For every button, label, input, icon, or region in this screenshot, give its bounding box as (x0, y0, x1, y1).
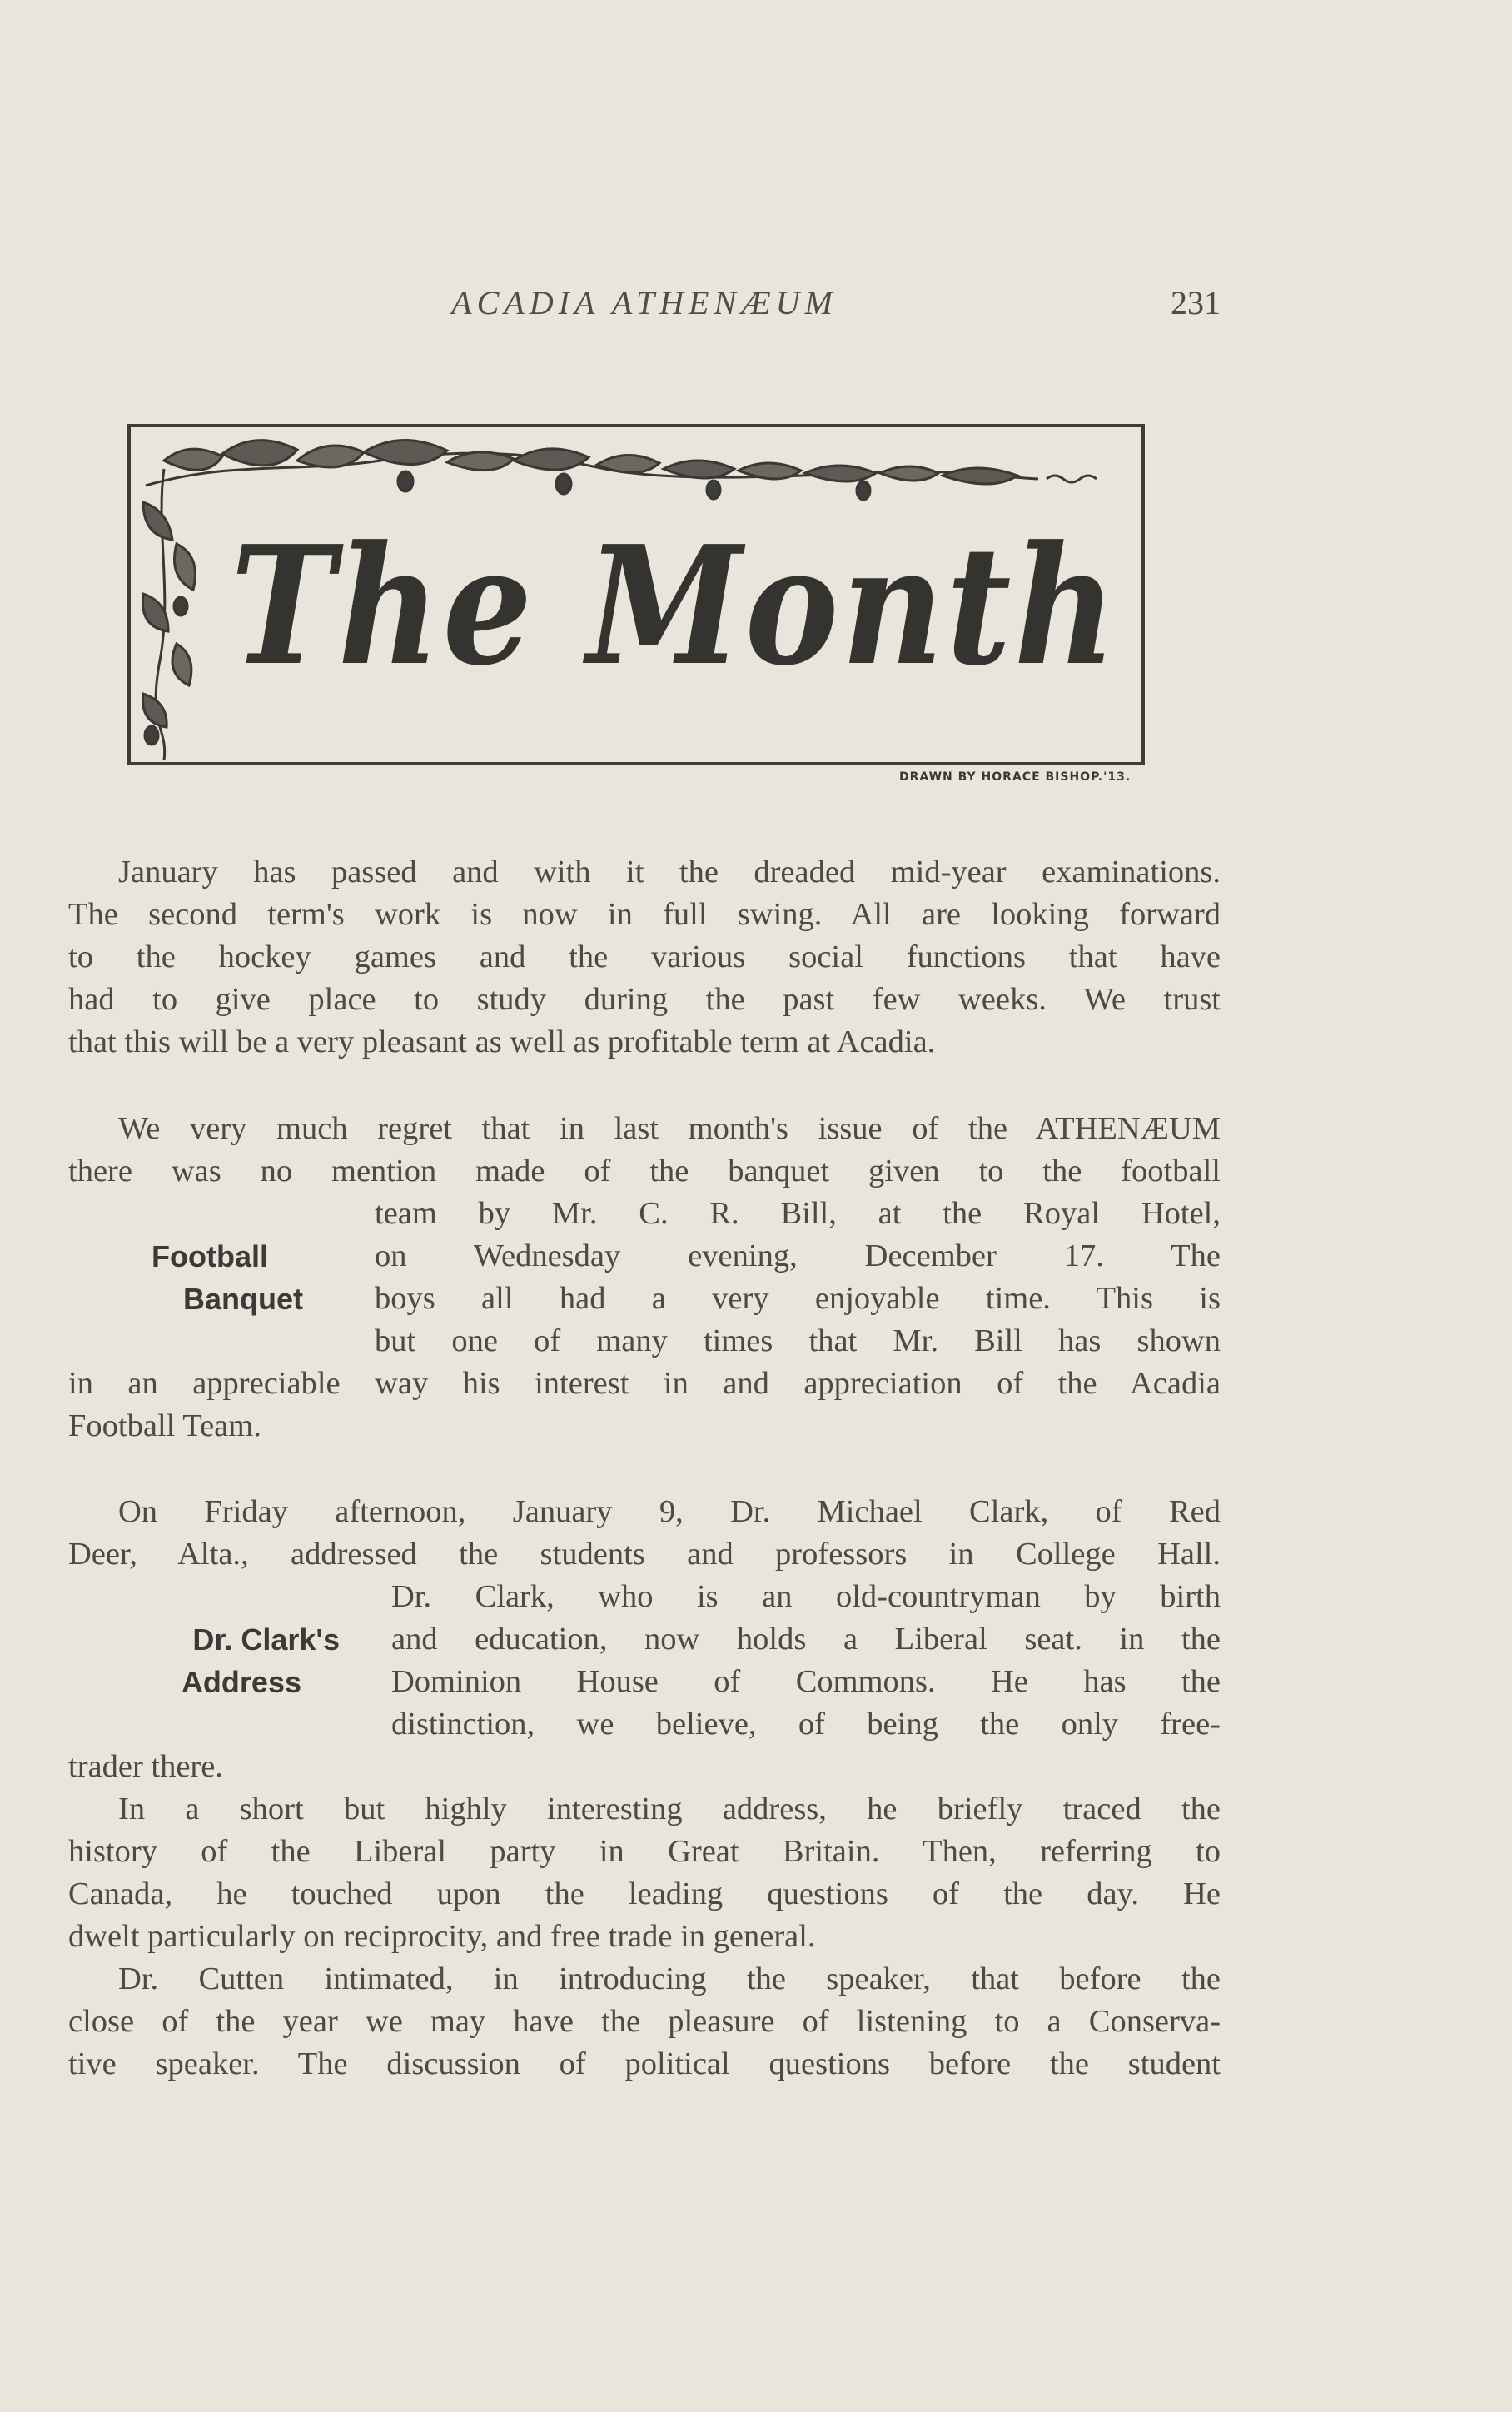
illustrator-credit: DRAWN BY HORACE BISHOP.'13. (899, 770, 1132, 784)
text-line: Deer, Alta., addressed the students and professors in College Hall. (68, 1537, 1221, 1572)
text-line: Dr. Cutten intimated, in introducing the speaker, that before the (118, 1961, 1221, 1996)
text-line: history of the Liberal party in Great Britain. Then, referring to (68, 1834, 1221, 1869)
journal-title: ACADIA ATHENÆUM (451, 284, 838, 321)
text-line: The second term's work is now in full swing. All are looking forward (68, 897, 1221, 932)
text-line: had to give place to study during the past few weeks. We trust (68, 982, 1221, 1017)
text-line: We very much regret that in last month's issue of the ATHENÆUM (118, 1111, 1221, 1146)
text-line: and education, now holds a Liberal seat. in the (391, 1622, 1221, 1657)
text-line: there was no mention made of the banquet given to the football (68, 1154, 1221, 1189)
running-head (68, 283, 1221, 325)
text-line: Canada, he touched upon the leading questions of the day. He (68, 1876, 1221, 1911)
text-line: distinction, we believe, of being the only free- (391, 1707, 1221, 1742)
intro-paragraph (68, 851, 1221, 1064)
text-line: tive speaker. The discussion of political questions before the student (68, 2046, 1221, 2081)
clark-paragraph-3 (68, 1958, 1221, 2086)
text-line: to the hockey games and the various social functions that have (68, 939, 1221, 974)
text-line: team by Mr. C. R. Bill, at the Royal Hotel, (375, 1196, 1221, 1231)
sidehead-banquet: Banquet (183, 1282, 303, 1316)
banner-title: The Month (231, 511, 1119, 702)
text-line: Football Team. (68, 1408, 261, 1443)
clark-paragraph-2 (68, 1788, 1221, 1958)
text-line: dwelt particularly on reciprocity, and free trade in general. (68, 1919, 816, 1954)
text-line: that this will be a very pleasant as well as profitable term at Acadia. (68, 1024, 936, 1059)
page-number: 231 (1171, 284, 1221, 321)
clark-hanging-text (391, 1576, 1221, 1746)
text-line: in an appreciable way his interest in and appreciation of the Acadia (68, 1366, 1221, 1401)
text-line: In a short but highly interesting address, he briefly traced the (118, 1792, 1221, 1826)
football-hanging-text (375, 1193, 1221, 1363)
sidehead-dr-clarks: Dr. Clark's (192, 1622, 340, 1657)
text-line: boys all had a very enjoyable time. This is (375, 1281, 1221, 1316)
text-line: but one of many times that Mr. Bill has shown (375, 1323, 1221, 1358)
text-line: Dr. Clark, who is an old-countryman by birth (391, 1579, 1221, 1614)
text-line: Dominion House of Commons. He has the (391, 1664, 1221, 1699)
text-line: On Friday afternoon, January 9, Dr. Michael Clark, of Red (118, 1494, 1221, 1529)
text-line: January has passed and with it the dreaded mid-year examinations. (118, 855, 1221, 890)
clark-paragraph-top (68, 1491, 1221, 1576)
football-paragraph-top (68, 1108, 1221, 1193)
text-line: close of the year we may have the pleasure of listening to a Conserva- (68, 2004, 1221, 2039)
football-paragraph-bottom (68, 1363, 1221, 1448)
sidehead-address: Address (181, 1665, 301, 1699)
the-month-banner (127, 424, 1145, 765)
clark-paragraph-bottom (68, 1746, 1221, 1788)
sidehead-football: Football (152, 1239, 268, 1273)
text-line: trader there. (68, 1749, 223, 1784)
text-line: on Wednesday evening, December 17. The (375, 1238, 1221, 1273)
